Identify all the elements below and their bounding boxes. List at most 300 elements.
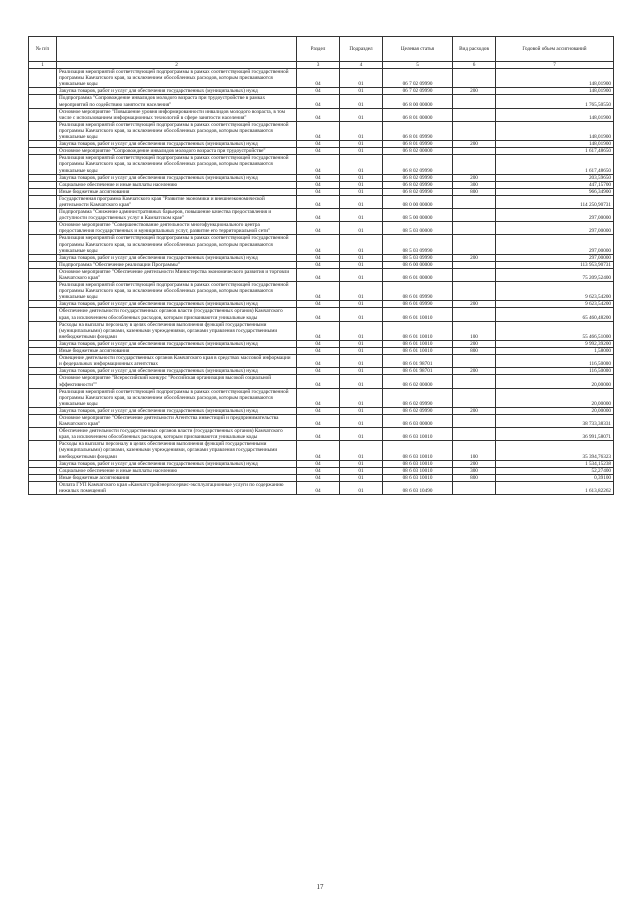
row-section-cell: 04 <box>297 141 340 148</box>
table-row <box>29 261 614 268</box>
row-expense-cell: 200 <box>453 407 496 414</box>
row-amount-cell: 9 623,54200 <box>496 301 614 308</box>
row-amount-cell: 1 617,48650 <box>496 155 614 174</box>
column-number: 3 <box>297 62 340 69</box>
row-expense-cell: 100 <box>453 441 496 460</box>
row-subsection-cell: 01 <box>340 155 383 174</box>
table-row <box>29 474 614 481</box>
row-name-cell: Освещение деятельности государственных органов Камчатского края в средствах массовой информации и федеральных информационных агентствах <box>57 355 297 368</box>
table-row <box>29 348 614 355</box>
row-num-cell <box>29 481 57 494</box>
row-num-cell <box>29 121 57 140</box>
row-target-cell: 08 0 00 00000 <box>383 195 453 208</box>
row-section-cell: 04 <box>297 407 340 414</box>
row-target-cell: 06 8 02 09990 <box>383 181 453 188</box>
row-subsection-cell: 01 <box>340 141 383 148</box>
row-expense-cell <box>453 375 496 388</box>
row-section-cell: 04 <box>297 414 340 427</box>
row-subsection-cell: 01 <box>340 428 383 441</box>
row-amount-cell: 148,01900 <box>496 108 614 121</box>
column-number: 5 <box>383 62 453 69</box>
row-section-cell: 04 <box>297 155 340 174</box>
row-num-cell <box>29 375 57 388</box>
row-section-cell: 04 <box>297 268 340 281</box>
table-row <box>29 155 614 174</box>
row-num-cell <box>29 188 57 195</box>
row-section-cell: 04 <box>297 195 340 208</box>
row-expense-cell <box>453 261 496 268</box>
table-row <box>29 355 614 368</box>
table-row <box>29 95 614 108</box>
row-num-cell <box>29 388 57 407</box>
row-section-cell: 04 <box>297 308 340 321</box>
table-row <box>29 308 614 321</box>
budget-table <box>28 36 614 495</box>
table-row <box>29 222 614 235</box>
row-num-cell <box>29 308 57 321</box>
row-expense-cell <box>453 155 496 174</box>
table-row <box>29 121 614 140</box>
row-name-cell: Реализация мероприятий соответствующей подпрограммы в рамках соответствующей государственной программы Камчатского края, за исключением обособленных расходов, которым присваиваются уникальные коды <box>57 235 297 254</box>
row-subsection-cell: 01 <box>340 301 383 308</box>
header-section: Раздел <box>297 37 340 62</box>
table-row <box>29 375 614 388</box>
row-expense-cell <box>453 428 496 441</box>
row-num-cell <box>29 261 57 268</box>
row-name-cell: Основное мероприятие "Повышение уровня информированности инвалидов молодого возраста, в том числе с использованием информационных технологий в сфере занятости населения" <box>57 108 297 121</box>
row-amount-cell: 113 953,90731 <box>496 261 614 268</box>
row-name-cell: Обеспечение деятельности государственных органов власти (государственных органов) Камчатского края, за исключением обособленных расходов, которым присваиваются уникальные коды <box>57 308 297 321</box>
row-num-cell <box>29 95 57 108</box>
row-section-cell: 04 <box>297 467 340 474</box>
row-subsection-cell: 01 <box>340 282 383 301</box>
row-amount-cell: 148,01900 <box>496 69 614 88</box>
row-name-cell: Подпрограмма "Обеспечение реализации Программы" <box>57 261 297 268</box>
row-target-cell: 08 6 03 10490 <box>383 481 453 494</box>
table-row <box>29 340 614 347</box>
row-target-cell: 06 8 02 00000 <box>383 148 453 155</box>
row-target-cell: 08 6 01 98701 <box>383 355 453 368</box>
row-target-cell: 08 6 03 10010 <box>383 467 453 474</box>
row-amount-cell: 203,59650 <box>496 174 614 181</box>
row-num-cell <box>29 340 57 347</box>
row-amount-cell: 9 992,39200 <box>496 340 614 347</box>
row-amount-cell: 116,50000 <box>496 355 614 368</box>
row-target-cell: 08 6 01 10010 <box>383 321 453 340</box>
row-subsection-cell: 01 <box>340 308 383 321</box>
row-target-cell: 08 6 03 10010 <box>383 474 453 481</box>
row-expense-cell: 800 <box>453 474 496 481</box>
row-expense-cell: 100 <box>453 321 496 340</box>
header-subsection: Подраздел <box>340 37 383 62</box>
row-expense-cell <box>453 121 496 140</box>
row-name-cell: Государственная программа Камчатского края "Развитие экономики и внешнеэкономической деятельности Камчатского края" <box>57 195 297 208</box>
row-num-cell <box>29 174 57 181</box>
table-row <box>29 181 614 188</box>
row-num-cell <box>29 209 57 222</box>
row-expense-cell: 800 <box>453 188 496 195</box>
row-name-cell: Социальное обеспечение и иные выплаты населению <box>57 467 297 474</box>
row-section-cell: 04 <box>297 148 340 155</box>
row-target-cell: 08 6 03 10010 <box>383 441 453 460</box>
row-subsection-cell: 01 <box>340 188 383 195</box>
row-target-cell: 08 6 01 10010 <box>383 340 453 347</box>
table-row <box>29 301 614 308</box>
row-amount-cell: 1 765,50550 <box>496 95 614 108</box>
row-target-cell: 08 6 01 00000 <box>383 268 453 281</box>
row-section-cell: 04 <box>297 254 340 261</box>
row-target-cell: 08 6 03 10010 <box>383 428 453 441</box>
row-expense-cell: 200 <box>453 254 496 261</box>
row-num-cell <box>29 181 57 188</box>
row-target-cell: 08 5 03 00000 <box>383 222 453 235</box>
row-section-cell: 04 <box>297 348 340 355</box>
row-target-cell: 08 6 00 00000 <box>383 261 453 268</box>
row-name-cell: Основное мероприятие "Совершенствование деятельности многофункционального центра предоставления государственных и муниципальных услуг, развитие его территориальной сети" <box>57 222 297 235</box>
table-row <box>29 407 614 414</box>
row-section-cell: 04 <box>297 375 340 388</box>
row-target-cell: 06 7 02 09990 <box>383 88 453 95</box>
row-target-cell: 06 8 01 09990 <box>383 141 453 148</box>
table-row <box>29 428 614 441</box>
row-section-cell: 04 <box>297 88 340 95</box>
table-row <box>29 441 614 460</box>
row-amount-cell: 148,01900 <box>496 141 614 148</box>
row-amount-cell: 0,39100 <box>496 474 614 481</box>
row-name-cell: Социальное обеспечение и иные выплаты населению <box>57 181 297 188</box>
row-section-cell: 04 <box>297 108 340 121</box>
row-subsection-cell: 01 <box>340 474 383 481</box>
row-expense-cell <box>453 414 496 427</box>
row-name-cell: Закупка товаров, работ и услуг для обеспечения государственных (муниципальных) нужд <box>57 141 297 148</box>
row-subsection-cell: 01 <box>340 321 383 340</box>
row-amount-cell: 1 613,82262 <box>496 481 614 494</box>
row-amount-cell: 148,01900 <box>496 88 614 95</box>
row-subsection-cell: 01 <box>340 348 383 355</box>
row-section-cell: 04 <box>297 235 340 254</box>
row-expense-cell <box>453 268 496 281</box>
row-section-cell: 04 <box>297 181 340 188</box>
table-row <box>29 254 614 261</box>
row-target-cell: 08 6 02 00000 <box>383 375 453 388</box>
column-number-row <box>29 62 614 69</box>
row-expense-cell <box>453 95 496 108</box>
row-target-cell: 08 6 01 98701 <box>383 368 453 375</box>
row-subsection-cell: 01 <box>340 254 383 261</box>
row-subsection-cell: 01 <box>340 121 383 140</box>
row-target-cell: 08 6 01 09990 <box>383 282 453 301</box>
column-number: 7 <box>496 62 614 69</box>
row-target-cell: 06 8 02 09990 <box>383 174 453 181</box>
row-subsection-cell: 01 <box>340 268 383 281</box>
row-num-cell <box>29 69 57 88</box>
row-amount-cell: 297,00000 <box>496 222 614 235</box>
row-expense-cell <box>453 308 496 321</box>
row-num-cell <box>29 235 57 254</box>
table-row <box>29 321 614 340</box>
column-number: 1 <box>29 62 57 69</box>
row-section-cell: 04 <box>297 222 340 235</box>
row-subsection-cell: 01 <box>340 460 383 467</box>
row-expense-cell <box>453 282 496 301</box>
row-subsection-cell: 01 <box>340 375 383 388</box>
row-amount-cell: 966,34900 <box>496 188 614 195</box>
row-expense-cell <box>453 148 496 155</box>
header-amount: Годовой объем ассигнований <box>496 37 614 62</box>
row-amount-cell: 20,00000 <box>496 407 614 414</box>
row-num-cell <box>29 441 57 460</box>
row-target-cell: 06 8 01 00000 <box>383 108 453 121</box>
row-amount-cell: 447,15700 <box>496 181 614 188</box>
row-subsection-cell: 01 <box>340 355 383 368</box>
row-name-cell: Закупка товаров, работ и услуг для обеспечения государственных (муниципальных) нужд <box>57 88 297 95</box>
row-subsection-cell: 01 <box>340 174 383 181</box>
row-name-cell: Обеспечение деятельности государственных органов власти (государственных органов) Камчатского края, за исключением обособленных расходов, которым присваиваются уникальные коды <box>57 428 297 441</box>
row-num-cell <box>29 460 57 467</box>
row-section-cell: 04 <box>297 301 340 308</box>
table-row <box>29 467 614 474</box>
row-name-cell: Реализация мероприятий соответствующей подпрограммы в рамках соответствующей государственной программы Камчатского края, за исключением обособленных расходов, которым присваиваются уникальные коды <box>57 155 297 174</box>
row-name-cell: Реализация мероприятий соответствующей подпрограммы в рамках соответствующей государственной программы Камчатского края, за исключением обособленных расходов, которым присваиваются уникальные коды <box>57 69 297 88</box>
row-target-cell: 06 8 01 09990 <box>383 121 453 140</box>
row-section-cell: 04 <box>297 474 340 481</box>
row-target-cell: 06 8 02 09990 <box>383 188 453 195</box>
row-section-cell: 04 <box>297 368 340 375</box>
row-expense-cell <box>453 108 496 121</box>
row-target-cell: 08 6 03 00000 <box>383 414 453 427</box>
row-name-cell: Реализация мероприятий соответствующей подпрограммы в рамках соответствующей государственной программы Камчатского края, за исключением обособленных расходов, которым присваиваются уникальные коды <box>57 282 297 301</box>
row-target-cell: 08 6 02 09990 <box>383 407 453 414</box>
row-num-cell <box>29 355 57 368</box>
row-section-cell: 04 <box>297 428 340 441</box>
row-amount-cell: 1 617,48650 <box>496 148 614 155</box>
row-target-cell: 06 7 02 09990 <box>383 69 453 88</box>
row-section-cell: 04 <box>297 261 340 268</box>
table-row <box>29 195 614 208</box>
row-subsection-cell: 01 <box>340 441 383 460</box>
table-row <box>29 235 614 254</box>
row-name-cell: Закупка товаров, работ и услуг для обеспечения государственных (муниципальных) нужд <box>57 301 297 308</box>
row-expense-cell: 800 <box>453 348 496 355</box>
table-row <box>29 481 614 494</box>
row-amount-cell: 1 534,15238 <box>496 460 614 467</box>
row-expense-cell: 300 <box>453 467 496 474</box>
row-subsection-cell: 01 <box>340 388 383 407</box>
row-subsection-cell: 01 <box>340 261 383 268</box>
row-name-cell: Закупка товаров, работ и услуг для обеспечения государственных (муниципальных) нужд <box>57 254 297 261</box>
table-row <box>29 282 614 301</box>
row-expense-cell: 200 <box>453 174 496 181</box>
row-subsection-cell: 01 <box>340 95 383 108</box>
row-amount-cell: 36 991,58071 <box>496 428 614 441</box>
row-subsection-cell: 01 <box>340 148 383 155</box>
row-target-cell: 08 5 03 09990 <box>383 235 453 254</box>
row-name-cell: Закупка товаров, работ и услуг для обеспечения государственных (муниципальных) нужд <box>57 340 297 347</box>
row-num-cell <box>29 282 57 301</box>
row-name-cell: Закупка товаров, работ и услуг для обеспечения государственных (муниципальных) нужд <box>57 407 297 414</box>
row-section-cell: 04 <box>297 340 340 347</box>
row-expense-cell <box>453 235 496 254</box>
row-amount-cell: 35 394,76323 <box>496 441 614 460</box>
row-num-cell <box>29 414 57 427</box>
row-num-cell <box>29 148 57 155</box>
row-expense-cell <box>453 481 496 494</box>
row-amount-cell: 75 209,52400 <box>496 268 614 281</box>
row-section-cell: 04 <box>297 388 340 407</box>
table-row <box>29 388 614 407</box>
row-name-cell: Иные бюджетные ассигнования <box>57 188 297 195</box>
row-amount-cell: 38 733,38331 <box>496 414 614 427</box>
row-num-cell <box>29 222 57 235</box>
column-number: 4 <box>340 62 383 69</box>
row-target-cell: 08 6 01 10010 <box>383 308 453 321</box>
column-number: 6 <box>453 62 496 69</box>
row-amount-cell: 20,00000 <box>496 375 614 388</box>
row-subsection-cell: 01 <box>340 209 383 222</box>
row-num-cell <box>29 108 57 121</box>
row-section-cell: 04 <box>297 121 340 140</box>
row-subsection-cell: 01 <box>340 481 383 494</box>
row-name-cell: Основное мероприятие "Обеспечение деятельности Министерства экономического развития и торговли Камчатского края" <box>57 268 297 281</box>
row-amount-cell: 55 466,51000 <box>496 321 614 340</box>
row-name-cell: Подпрограмма "Сопровождение инвалидов молодого возраста при трудоустройстве в рамках мероприятий по содействию занятости населения" <box>57 95 297 108</box>
row-name-cell: Оплата ГУП Камчатского края «Камчатстройэнергосервис-эксплуатационные услуги по содержанию нежилых помещений <box>57 481 297 494</box>
row-subsection-cell: 01 <box>340 235 383 254</box>
row-expense-cell: 200 <box>453 301 496 308</box>
row-target-cell: 06 8 02 09990 <box>383 155 453 174</box>
table-row <box>29 69 614 88</box>
row-expense-cell: 200 <box>453 368 496 375</box>
row-expense-cell <box>453 69 496 88</box>
table-header-row <box>29 37 614 62</box>
column-number: 2 <box>57 62 297 69</box>
table-row <box>29 268 614 281</box>
row-num-cell <box>29 155 57 174</box>
table-row <box>29 141 614 148</box>
row-amount-cell: 65 460,48200 <box>496 308 614 321</box>
row-expense-cell <box>453 355 496 368</box>
row-num-cell <box>29 301 57 308</box>
row-amount-cell: 116,50000 <box>496 368 614 375</box>
row-subsection-cell: 01 <box>340 195 383 208</box>
row-section-cell: 04 <box>297 321 340 340</box>
row-expense-cell: 200 <box>453 340 496 347</box>
row-num-cell <box>29 88 57 95</box>
row-target-cell: 08 5 03 09990 <box>383 254 453 261</box>
row-section-cell: 04 <box>297 441 340 460</box>
row-amount-cell: 9 623,54200 <box>496 282 614 301</box>
row-num-cell <box>29 195 57 208</box>
row-target-cell: 08 6 02 09990 <box>383 388 453 407</box>
row-subsection-cell: 01 <box>340 69 383 88</box>
row-name-cell: Закупка товаров, работ и услуг для обеспечения государственных (муниципальных) нужд <box>57 174 297 181</box>
page-number: 17 <box>316 883 324 891</box>
table-row <box>29 414 614 427</box>
row-name-cell: Расходы на выплаты персоналу в целях обеспечения выполнения функций государственными (муниципальными) органами, казенными учреждениями, органами управления государственными внебюджетными фондами <box>57 321 297 340</box>
row-num-cell <box>29 474 57 481</box>
row-expense-cell: 300 <box>453 181 496 188</box>
row-section-cell: 04 <box>297 481 340 494</box>
row-amount-cell: 114 250,90731 <box>496 195 614 208</box>
row-amount-cell: 297,00000 <box>496 235 614 254</box>
row-subsection-cell: 01 <box>340 181 383 188</box>
row-subsection-cell: 01 <box>340 407 383 414</box>
row-subsection-cell: 01 <box>340 467 383 474</box>
header-target: Целевая статья <box>383 37 453 62</box>
row-amount-cell: 20,00000 <box>496 388 614 407</box>
row-name-cell: Основное мероприятие "Всероссийский конкурс "Российская организация высокой социальной эффективности"" <box>57 375 297 388</box>
row-target-cell: 06 8 00 00000 <box>383 95 453 108</box>
row-expense-cell <box>453 222 496 235</box>
row-expense-cell <box>453 388 496 407</box>
table-row <box>29 148 614 155</box>
row-expense-cell <box>453 209 496 222</box>
table-body <box>29 69 614 495</box>
table-row <box>29 460 614 467</box>
row-section-cell: 04 <box>297 174 340 181</box>
row-expense-cell: 200 <box>453 141 496 148</box>
row-name-cell: Подпрограмма "Снижение административных барьеров, повышение качества предоставления и доступности государственных услуг в Камчатском крае" <box>57 209 297 222</box>
row-name-cell: Основное мероприятие "Сопровождение инвалидов молодого возраста при трудоустройстве" <box>57 148 297 155</box>
table-row <box>29 188 614 195</box>
row-name-cell: Расходы на выплаты персоналу в целях обеспечения выполнения функций государственными (муниципальными) органами, казенными учреждениями, органами управления государственными внебюджетными фондами <box>57 441 297 460</box>
row-amount-cell: 52,27400 <box>496 467 614 474</box>
header-name <box>57 37 297 62</box>
row-target-cell: 08 5 00 00000 <box>383 209 453 222</box>
row-target-cell: 08 6 01 10010 <box>383 348 453 355</box>
row-section-cell: 04 <box>297 355 340 368</box>
row-subsection-cell: 01 <box>340 340 383 347</box>
header-expense: Вид расходов <box>453 37 496 62</box>
table-row <box>29 368 614 375</box>
row-expense-cell: 200 <box>453 88 496 95</box>
row-name-cell: Закупка товаров, работ и услуг для обеспечения государственных (муниципальных) нужд <box>57 368 297 375</box>
row-num-cell <box>29 254 57 261</box>
row-section-cell: 04 <box>297 460 340 467</box>
row-num-cell <box>29 407 57 414</box>
row-num-cell <box>29 141 57 148</box>
row-target-cell: 08 6 01 09990 <box>383 301 453 308</box>
row-subsection-cell: 01 <box>340 108 383 121</box>
row-target-cell: 08 6 03 10010 <box>383 460 453 467</box>
row-amount-cell: 148,01900 <box>496 121 614 140</box>
row-amount-cell: 297,00000 <box>496 254 614 261</box>
row-name-cell: Основное мероприятие "Обеспечение деятельности Агентства инвестиций и предпринимательства Камчатского края" <box>57 414 297 427</box>
row-section-cell: 04 <box>297 209 340 222</box>
row-subsection-cell: 01 <box>340 414 383 427</box>
row-num-cell <box>29 428 57 441</box>
row-section-cell: 04 <box>297 69 340 88</box>
row-name-cell: Иные бюджетные ассигнования <box>57 474 297 481</box>
row-section-cell: 04 <box>297 95 340 108</box>
row-section-cell: 04 <box>297 188 340 195</box>
row-num-cell <box>29 268 57 281</box>
table-row <box>29 174 614 181</box>
row-name-cell: Реализация мероприятий соответствующей подпрограммы в рамках соответствующей государственной программы Камчатского края, за исключением обособленных расходов, которым присваиваются уникальные коды <box>57 388 297 407</box>
table-row <box>29 209 614 222</box>
table-row <box>29 88 614 95</box>
row-num-cell <box>29 467 57 474</box>
row-name-cell: Реализация мероприятий соответствующей подпрограммы в рамках соответствующей государственной программы Камчатского края, за исключением обособленных расходов, которым присваиваются уникальные коды <box>57 121 297 140</box>
row-subsection-cell: 01 <box>340 368 383 375</box>
table-row <box>29 108 614 121</box>
row-amount-cell: 1,58000 <box>496 348 614 355</box>
header-num: № п/п <box>29 37 57 62</box>
row-name-cell: Закупка товаров, работ и услуг для обеспечения государственных (муниципальных) нужд <box>57 460 297 467</box>
row-num-cell <box>29 321 57 340</box>
row-section-cell: 04 <box>297 282 340 301</box>
row-amount-cell: 297,00000 <box>496 209 614 222</box>
